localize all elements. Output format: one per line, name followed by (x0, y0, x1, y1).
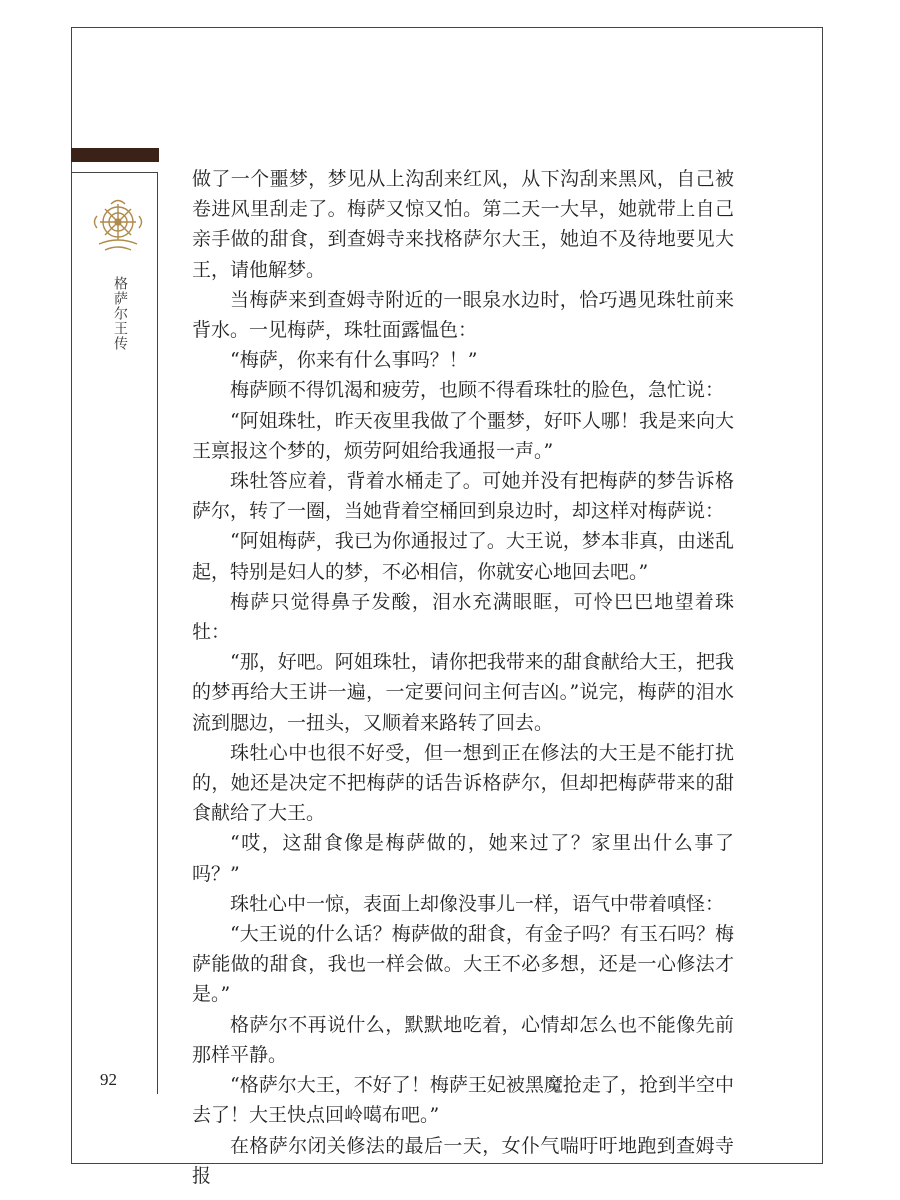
paragraph: “大王说的什么话？梅萨做的甜食，有金子吗？有玉石吗？梅萨能做的甜食，我也一样会做。大王不必多想，还是一心修法才是。” (192, 923, 734, 1006)
paragraph: 做了一个噩梦，梦见从上沟刮来红风，从下沟刮来黑风，自己被卷进风里刮走了。梅萨又惊又怕。第二天一大早，她就带上自己亲手做的甜食，到查姆寺来找格萨尔大王，她迫不及待地要见大王，请他解梦。 (192, 168, 734, 281)
sidebar-rule-top (71, 172, 157, 173)
paragraph: 格萨尔不再说什么，默默地吃着，心情却怎么也不能像先前那样平静。 (192, 1013, 734, 1066)
paragraph: “哎，这甜食像是梅萨做的，她来过了？家里出什么事了吗？” (192, 832, 734, 885)
header-bar (71, 148, 159, 162)
paragraph: 珠牡心中一惊，表面上却像没事儿一样，语气中带着嗔怪： (230, 892, 725, 915)
body-text (192, 164, 734, 1191)
paragraph: 珠牡心中也很不好受，但一想到正在修法的大王是不能打扰的，她还是决定不把梅萨的话告诉格萨尔，但却把梅萨带来的甜食献给了大王。 (192, 741, 734, 825)
book-title: 格萨尔王传 (112, 276, 128, 351)
paragraph: 当梅萨来到查姆寺附近的一眼泉水边时，恰巧遇见珠牡前来背水。一见梅萨，珠牡面露愠色： (192, 288, 734, 342)
paragraph: “那，好吧。阿姐珠牡，请你把我带来的甜食献给大王，把我的梦再给大王讲一遍，一定要问问主何吉凶。”说完，梅萨的泪水流到腮边，一扭头，又顺着来路转了回去。 (192, 651, 734, 734)
paragraph: “格萨尔大王，不好了！梅萨王妃被黑魔抢走了，抢到半空中去了！大王快点回岭噶布吧。” (192, 1074, 734, 1127)
paragraph: “阿姐梅萨，我已为你通报过了。大王说，梦本非真，由迷乱起，特别是妇人的梦，不必相信，你就安心地回去吧。” (192, 530, 734, 583)
paragraph: “阿姐珠牡，昨天夜里我做了个噩梦，好吓人哪！我是来向大王禀报这个梦的，烦劳阿姐给我通报一声。” (192, 409, 734, 462)
paragraph: 在格萨尔闭关修法的最后一天，女仆气喘吁吁地跑到查姆寺报 (192, 1134, 734, 1187)
dharma-wheel-icon (91, 196, 145, 256)
sidebar-rule-vertical (157, 172, 158, 1094)
page-number: 92 (100, 1070, 117, 1089)
paragraph: 梅萨只觉得鼻子发酸，泪水充满眼眶，可怜巴巴地望着珠牡： (192, 590, 734, 644)
paragraph: 珠牡答应着，背着水桶走了。可她并没有把梅萨的梦告诉格萨尔，转了一圈，当她背着空桶回到泉边时，却这样对梅萨说： (192, 470, 734, 523)
paragraph: 梅萨顾不得饥渴和疲劳，也顾不得看珠牡的脸色，急忙说： (230, 379, 725, 402)
paragraph: “梅萨，你来有什么事吗？！” (230, 349, 478, 372)
